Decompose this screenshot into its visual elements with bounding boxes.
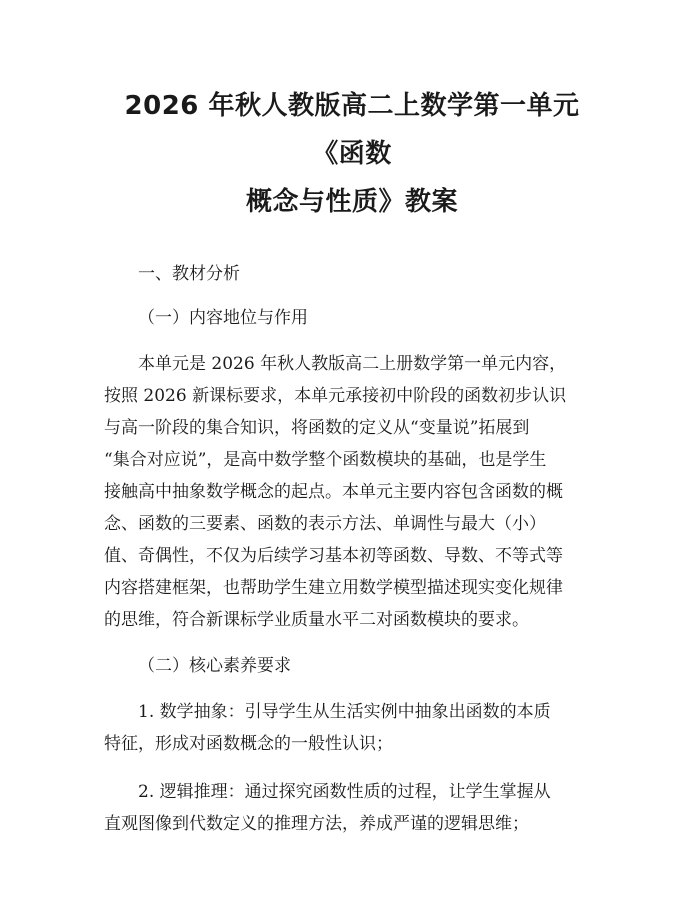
list-item-line: 直观图像到代数定义的推理方法，养成严谨的逻辑思维； (104, 814, 529, 834)
document-title (104, 82, 600, 226)
paragraph-line: “集合对应说”，是高中数学整个函数模块的基础，也是学生 (104, 450, 547, 470)
paragraph-line: 内容搭建框架，也帮助学生建立用数学模型描述现实变化规律 (104, 578, 563, 598)
title-line-2: 概念与性质》教案 (245, 187, 458, 217)
list-item-logical-reasoning (104, 776, 600, 840)
subsection-heading-content-role: （一）内容地位与作用 (138, 308, 308, 328)
paragraph-line: 值、奇偶性，不仅为后续学习基本初等函数、导数、不等式等 (104, 546, 563, 566)
list-item-line: 2. 逻辑推理：通过探究函数性质的过程，让学生掌握从 (138, 782, 551, 802)
subsection-heading-core-literacy: （二）核心素养要求 (138, 656, 291, 676)
paragraph-line: 按照 2026 新课标要求，本单元承接初中阶段的函数初步认识 (104, 386, 567, 406)
list-item-line: 特征，形成对函数概念的一般性认识； (104, 734, 393, 754)
section-heading-textbook-analysis: 一、教材分析 (138, 264, 240, 284)
paragraph-line: 本单元是 2026 年秋人教版高二上册数学第一单元内容， (138, 354, 567, 374)
paragraph-line: 念、函数的三要素、函数的表示方法、单调性与最大（小） (104, 514, 546, 534)
paragraph-line: 的思维，符合新课标学业质量水平二对函数模块的要求。 (104, 610, 529, 630)
paragraph-unit-overview (104, 348, 600, 636)
list-item-line: 1. 数学抽象：引导学生从生活实例中抽象出函数的本质 (138, 702, 551, 722)
title-line-1: 2026 年秋人教版高二上数学第一单元《函数 (124, 91, 580, 169)
paragraph-line: 与高一阶段的集合知识，将函数的定义从“变量说”拓展到 (104, 418, 530, 438)
paragraph-line: 接触高中抽象数学概念的起点。本单元主要内容包含函数的概 (104, 482, 563, 502)
list-item-math-abstraction (104, 696, 600, 760)
